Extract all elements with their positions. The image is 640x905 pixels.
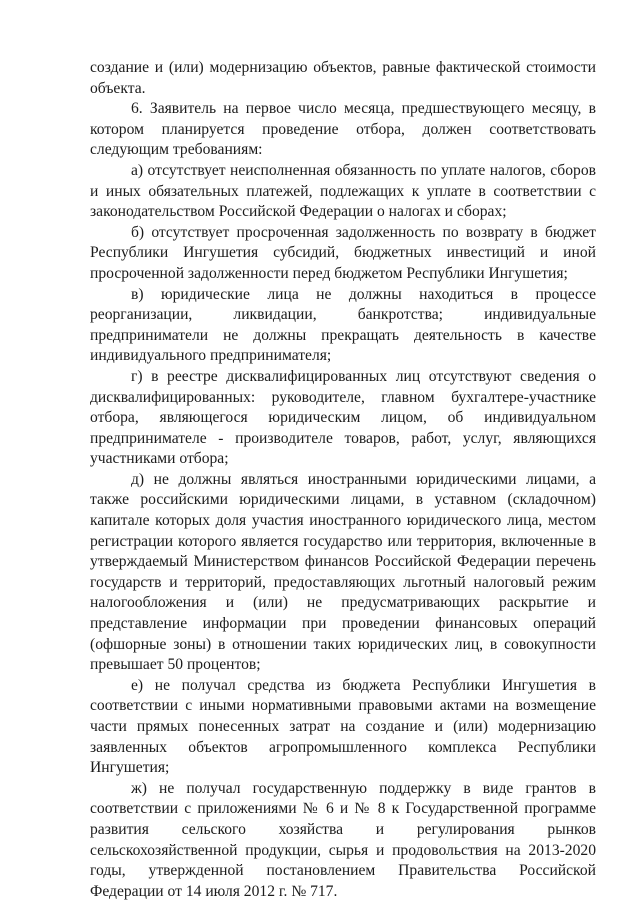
paragraph-item-a: а) отсутствует неисполненная обязанность по уплате налогов, сборов и иных обязательных платежей, подлежащих к уплате в соответствии с законодательством Российской Федерации о налогах и сборах; (90, 161, 596, 221)
document-page (90, 58, 596, 902)
paragraph-item-zh: ж) не получал государственную поддержку в виде грантов в соответствии с приложениями № 6 и № 8 к Государственной программе развития сельского хозяйства и регулирования рынков сельскохозяйственной продукции, сырья и продовольствия на 2013-2020 годы, утвержденной постановлением Правительства Российской Федерации от 14 июля 2012 г. № 717. (90, 779, 596, 900)
paragraph-item-v: в) юридические лица не должны находиться в процессе реорганизации, ликвидации, банкротства; индивидуальные предприниматели не должны прекращать деятельность в качестве индивидуального предпринимателя; (90, 285, 596, 365)
paragraph-item-d: д) не должны являться иностранными юридическими лицами, а также российскими юридическими лицами, в уставном (складочном) капитале которых доля участия иностранного юридического лица, местом регистрации которого является государство или территория, включенные в утверждаемый Министерством финансов Российской Федерации перечень государств и территорий, предоставляющих льготный налоговый режим налогообложения и (или) не предусматривающих раскрытие и представление информации при проведении финансовых операций (офшорные зоны) в отношении таких юридических лиц, в совокупности превышает 50 процентов; (90, 470, 596, 674)
paragraph-item-b: б) отсутствует просроченная задолженность по возврату в бюджет Республики Ингушетия субсидий, бюджетных инвестиций и иной просроченной задолженности перед бюджетом Республики Ингушетия; (90, 223, 596, 282)
paragraph-item-g: г) в реестре дисквалифицированных лиц отсутствуют сведения о дисквалифицированных: руководителе, главном бухгалтере-участнике отбора, являющегося юридическим лицом, об индивидуальном предпринимателе - производителе товаров, работ, услуг, являющихся участниками отбора; (90, 367, 596, 468)
paragraph-item-e: е) не получал средства из бюджета Республики Ингушетия в соответствии с иными нормативными правовыми актами на возмещение части прямых понесенных затрат на создание и (или) модернизацию заявленных объектов агропромышленного комплекса Республики Ингушетия; (90, 676, 596, 777)
paragraph-item-6: 6. Заявитель на первое число месяца, предшествующего месяцу, в котором планируется проведение отбора, должен соответствовать следующим требованиям: (90, 100, 596, 159)
paragraph-continuation: создание и (или) модернизацию объектов, равные фактической стоимости объекта. (90, 59, 596, 97)
